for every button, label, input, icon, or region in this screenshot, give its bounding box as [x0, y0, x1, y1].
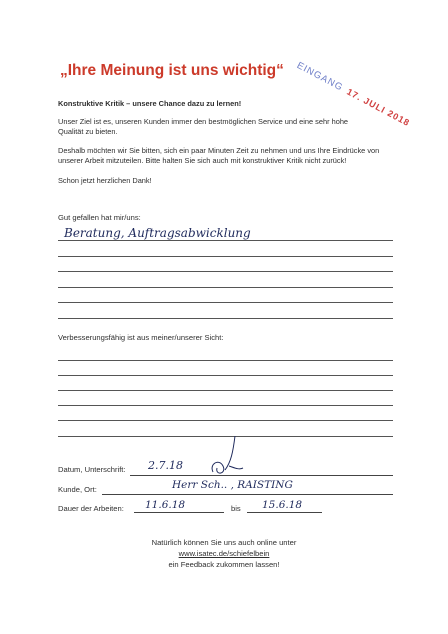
page-title: „Ihre Meinung ist uns wichtig“ [60, 62, 284, 79]
answer-line [58, 302, 393, 303]
intro-thanks: Schon jetzt herzlichen Dank! [58, 176, 152, 185]
stamp-text: EINGANG [294, 60, 345, 94]
answer-line [58, 390, 393, 391]
customer-value[interactable]: Herr Sch.. , RAISTING [172, 479, 293, 491]
answer-line [58, 240, 393, 241]
intro-paragraph-1: Unser Ziel ist es, unseren Kunden immer den bestmöglichen Service und eine sehr hohe Qualität zu bieten. [58, 117, 349, 136]
answer-line [58, 271, 393, 272]
date-sign-line [130, 475, 393, 476]
improve-label: Verbesserungsfähig ist aus meiner/unserer Sicht: [58, 333, 224, 342]
footer-line-1: Natürlich können Sie uns auch online unter [151, 538, 297, 547]
footer-line-3: ein Feedback zukommen lassen! [168, 560, 280, 569]
answer-line [58, 318, 393, 319]
answer-line [58, 287, 393, 288]
answer-line [58, 375, 393, 376]
duration-from[interactable]: 11.6.18 [145, 499, 186, 511]
duration-to[interactable]: 15.6.18 [262, 499, 303, 511]
customer-label: Kunde, Ort: [58, 485, 97, 494]
received-stamp [294, 60, 412, 129]
answer-line [58, 420, 393, 421]
signature-scribble [205, 428, 245, 478]
duration-to-line [247, 512, 322, 513]
date-sign-label: Datum, Unterschrift: [58, 465, 126, 474]
feedback-link[interactable]: www.isatec.de/schiefelbein [178, 549, 270, 558]
footer-link-row [0, 548, 448, 559]
stamp-date: 17. JULI 2018 [345, 86, 412, 129]
liked-answer[interactable]: Beratung, Auftragsabwicklung [64, 226, 251, 240]
answer-line [58, 405, 393, 406]
answer-line [58, 256, 393, 257]
duration-label: Dauer der Arbeiten: [58, 504, 124, 513]
duration-to-label: bis [231, 504, 241, 513]
customer-line [102, 494, 393, 495]
date-sign-value[interactable]: 2.7.18 [148, 459, 183, 472]
intro-paragraph-2: Deshalb möchten wir Sie bitten, sich ein paar Minuten Zeit zu nehmen und uns Ihre Eindrücke von unserer Arbeit mitzuteilen. Bitte halten Sie sich auch mit konstruktiver Kritik nicht zurück! [58, 146, 380, 165]
answer-line [58, 360, 393, 361]
liked-label: Gut gefallen hat mir/uns: [58, 213, 141, 222]
duration-from-line [134, 512, 224, 513]
intro-heading: Konstruktive Kritik – unsere Chance dazu zu lernen! [58, 99, 242, 108]
